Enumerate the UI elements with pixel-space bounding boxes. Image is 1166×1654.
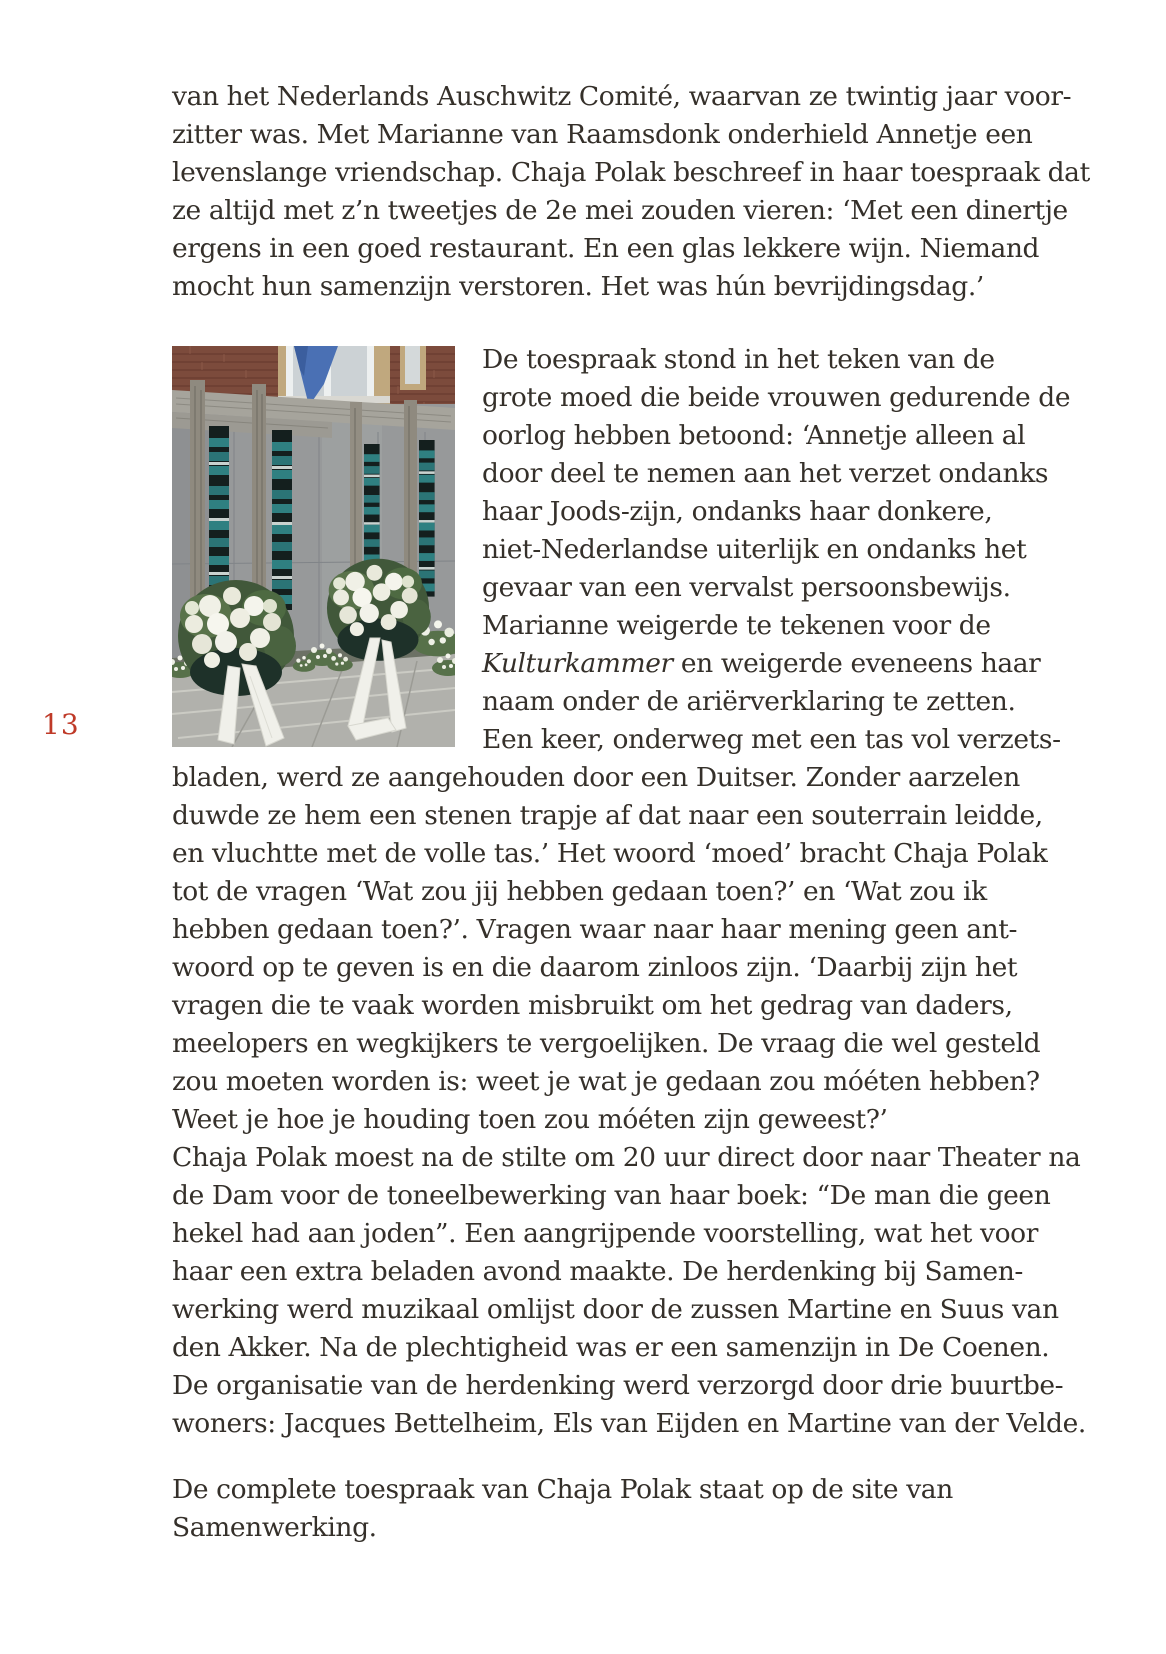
text-line: Samenwerking. — [172, 1512, 377, 1543]
text-line: naam onder de ariërverklaring te zetten. — [482, 686, 1016, 717]
text-line: woners: Jacques Bettelheim, Els van Eijden en Martine van der Velde. — [172, 1408, 1086, 1439]
text-line: door deel te nemen aan het verzet ondanks — [482, 458, 1049, 489]
text-line: ergens in een goed restaurant. En een glas lekkere wijn. Niemand — [172, 233, 1040, 264]
memorial-photo-graphic — [172, 346, 455, 747]
text-line-with-italic — [482, 645, 1070, 683]
text-line: De organisatie van de herdenking werd verzorgd door drie buurtbe- — [172, 1370, 1064, 1401]
text-line: haar een extra beladen avond maakte. De herdenking bij Samen- — [172, 1256, 1023, 1287]
paragraph-closing — [172, 1471, 953, 1547]
text-line: De complete toespraak van Chaja Polak staat op de site van — [172, 1474, 953, 1505]
text-line: bladen, werd ze aangehouden door een Duitser. Zonder aarzelen — [172, 762, 1020, 793]
text-line-rest: en weigerde eveneens haar — [680, 648, 1041, 679]
text-line: hekel had aan joden”. Een aangrijpende voorstelling, wat het voor — [172, 1218, 1039, 1249]
memorial-photo — [172, 346, 455, 747]
text-line: ze altijd met z’n tweetjes de 2e mei zouden vieren: ‘Met een dinertje — [172, 195, 1068, 226]
text-line: levenslange vriendschap. Chaja Polak beschreef in haar toespraak dat — [172, 157, 1090, 188]
text-line: niet-Nederlandse uiterlijk en ondanks het — [482, 534, 1027, 565]
text-line: van het Nederlands Auschwitz Comité, waarvan ze twintig jaar voor- — [172, 81, 1072, 112]
text-line: en vluchtte met de volle tas.’ Het woord ‘moed’ bracht Chaja Polak — [172, 838, 1048, 869]
italic-term: Kulturkammer — [482, 648, 673, 679]
text-line: Weet je hoe je houding toen zou móéten zijn geweest?’ — [172, 1104, 888, 1135]
text-line: meelopers en wegkijkers te vergoelijken. De vraag die wel gesteld — [172, 1028, 1041, 1059]
text-line: den Akker. Na de plechtigheid was er een samenzijn in De Coenen. — [172, 1332, 1050, 1363]
text-line: mocht hun samenzijn verstoren. Het was hún bevrijdingsdag.’ — [172, 271, 984, 302]
text-line: haar Joods-zijn, ondanks haar donkere, — [482, 496, 993, 527]
text-line: gevaar van een vervalst persoonsbewijs. — [482, 572, 1011, 603]
text-line: grote moed die beide vrouwen gedurende de — [482, 382, 1071, 413]
text-line: De toespraak stond in het teken van de — [482, 344, 995, 375]
text-line: oorlog hebben betoond: ‘Annetje alleen al — [482, 420, 1026, 451]
text-line: zitter was. Met Marianne van Raamsdonk onderhield Annetje een — [172, 119, 1033, 150]
text-line: Marianne weigerde te tekenen voor de — [482, 610, 991, 641]
text-line: duwde ze hem een stenen trapje af dat naar een souterrain leidde, — [172, 800, 1043, 831]
text-line: Een keer, onderweg met een tas vol verzets- — [482, 724, 1061, 755]
paragraph-main — [172, 759, 1086, 1443]
text-line: zou moeten worden is: weet je wat je gedaan zou móéten hebben? — [172, 1066, 1040, 1097]
text-line: vragen die te vaak worden misbruikt om het gedrag van daders, — [172, 990, 1013, 1021]
paragraph-beside-photo — [482, 341, 1070, 759]
small-window — [400, 346, 426, 390]
text-line: de Dam voor de toneelbewerking van haar boek: “De man die geen — [172, 1180, 1051, 1211]
text-line: woord op te geven is en die daarom zinloos zijn. ‘Daarbij zijn het — [172, 952, 1018, 983]
page-number: 13 — [42, 708, 80, 741]
text-line: werking werd muzikaal omlijst door de zussen Martine en Suus van — [172, 1294, 1059, 1325]
paragraph-1 — [172, 78, 1090, 306]
text-line: Chaja Polak moest na de stilte om 20 uur direct door naar Theater na — [172, 1142, 1081, 1173]
text-line: hebben gedaan toen?’. Vragen waar naar haar mening geen ant- — [172, 914, 1018, 945]
text-line: tot de vragen ‘Wat zou jij hebben gedaan toen?’ en ‘Wat zou ik — [172, 876, 987, 907]
